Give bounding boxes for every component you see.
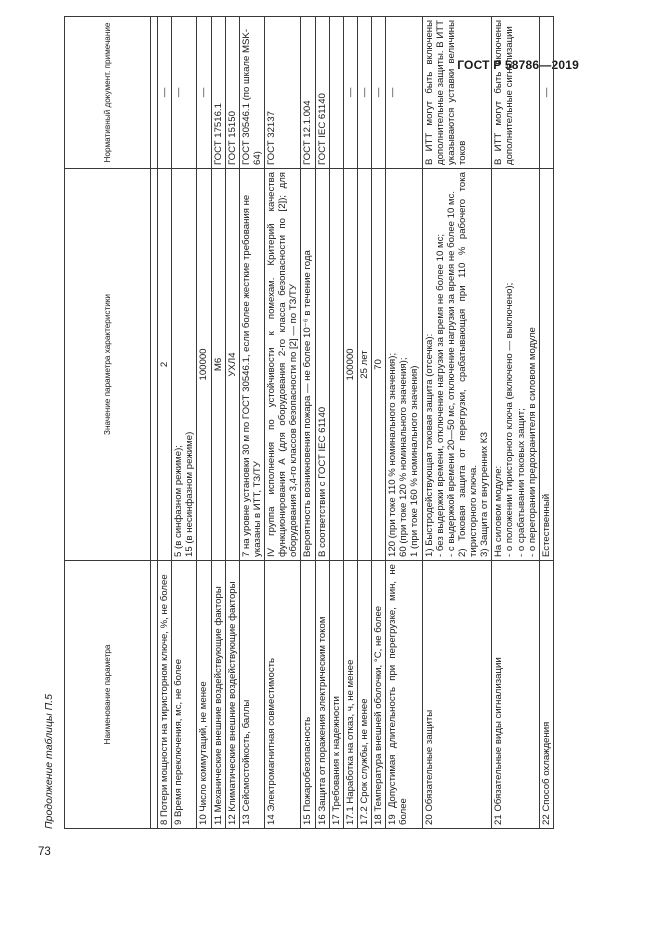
row-value-line: 3) Защита от внутренних КЗ	[479, 432, 491, 557]
row-value	[422, 169, 492, 561]
table-row	[329, 17, 343, 829]
row-value-line: - без выдержки времени, отключение нагрузки за время не более 10 мс;	[434, 233, 446, 557]
row-name: 16 Защита от поражения электрическим током	[315, 561, 329, 829]
row-name: 8 Потери мощности на тиристорном ключе, %, не более	[158, 561, 172, 829]
row-norm: —	[357, 17, 371, 169]
row-norm: —	[197, 17, 211, 169]
row-value: В соответствии с ГОСТ IEC 61140	[315, 169, 329, 561]
row-norm: ГОСТ 32137	[265, 17, 301, 169]
row-value-line: 1) Быстродействующая токовая защита (отсечка):	[423, 333, 435, 557]
table-spacer-row	[151, 17, 158, 829]
row-name: 21 Обязательные виды сигнализации	[492, 561, 540, 829]
row-value: УХЛ4	[225, 169, 239, 561]
row-value: Естественный	[539, 169, 553, 561]
page-number: 73	[38, 846, 51, 858]
rotated-page-content	[43, 17, 563, 829]
row-value	[492, 169, 540, 561]
row-name: 17.1 Наработка на отказ, ч, не менее	[343, 561, 357, 829]
row-norm: —	[172, 17, 197, 169]
row-name: 19 Допустимая длительность при перегрузке, мин, не более	[386, 561, 422, 829]
document-code: ГОСТ Р 58786—2019	[457, 58, 579, 72]
row-name: 14 Электромагнитная совместимость	[265, 561, 301, 829]
row-value-line: - с выдержкой времени 20—50 мс, отключение нагрузки за время не более 10 мс.	[445, 190, 457, 557]
row-name: 12 Климатические внешние воздействующие факторы	[225, 561, 239, 829]
table-row	[357, 17, 371, 829]
row-norm: ГОСТ 12.1.004	[301, 17, 315, 169]
row-value-line: - о положении тиристорного ключа (включено — выключено);	[504, 282, 516, 557]
table-row	[225, 17, 239, 829]
row-value-line: 5 (в синфазном режиме);	[173, 445, 185, 557]
row-norm: —	[343, 17, 357, 169]
row-norm: ГОСТ 15150	[225, 17, 239, 169]
row-name: 20 Обязательные защиты	[422, 561, 492, 829]
row-value-line: 2) Токовая защита от перегрузки, срабатывающая при 110 % рабочего тока тиристорного ключа.	[456, 172, 479, 557]
row-value	[329, 169, 343, 561]
table-row	[158, 17, 172, 829]
row-value: 7 на уровне установки 30 м по ГОСТ 30546.1, если более жесткие требования не указаны в ИТТ, ТЗ/ТУ	[239, 169, 264, 561]
column-header-value: Значение параметра характеристики	[65, 169, 151, 561]
row-name: 11 Механические внешние воздействующие факторы	[211, 561, 225, 829]
table-header-row	[65, 17, 151, 829]
row-value-line: На силовом модуле:	[493, 465, 505, 557]
row-norm: В ИТТ могут быть включены дополнительные сигнализации	[492, 17, 540, 169]
row-norm: В ИТТ могут быть включены дополнительные защиты. В ИТТ указываются уставки величины токов	[422, 17, 492, 169]
row-norm: ГОСТ IEC 61140	[315, 17, 329, 169]
row-norm: ГОСТ 17516.1	[211, 17, 225, 169]
row-value: 2	[158, 169, 172, 561]
table-row	[372, 17, 386, 829]
table-row	[422, 17, 492, 829]
row-name: 18 Температура внешней оболочки, °С, не более	[372, 561, 386, 829]
row-value: 100000	[197, 169, 211, 561]
row-value-line: - о срабатывании токовых защит;	[515, 408, 527, 557]
row-value: 25 лет	[357, 169, 371, 561]
row-value: 100000	[343, 169, 357, 561]
column-header-name: Наименование параметра	[65, 561, 151, 829]
table-row	[211, 17, 225, 829]
row-value-line: 1 (при токе 160 % номинального значения)	[409, 365, 421, 557]
row-value: IV группа исполнения по устойчивости к помехам. Критерий качества функционирования А (для оборудования 2-го класса безопасности по [2]); для оборудования 3,4-го классов безопасности по [2] — по ТЗ/ТУ	[265, 169, 301, 561]
row-name: 13 Сейсмостойкость, баллы	[239, 561, 264, 829]
row-norm	[329, 17, 343, 169]
row-norm: ГОСТ 30546.1 (по шкале MSK-64)	[239, 17, 264, 169]
row-value: Вероятность возникновения пожара — не более 10⁻⁶ в течение года	[301, 169, 315, 561]
row-value	[172, 169, 197, 561]
table-continuation-caption: Продолжение таблицы П.5	[43, 694, 55, 829]
table-row	[239, 17, 264, 829]
row-value-line: 120 (при токе 110 % номинального значения);	[387, 352, 399, 557]
row-name: 15 Пожаробезопасность	[301, 561, 315, 829]
row-name: 10 Число коммутаций, не менее	[197, 561, 211, 829]
table-row	[386, 17, 422, 829]
parameters-table	[64, 16, 554, 829]
table-row	[315, 17, 329, 829]
table-row	[343, 17, 357, 829]
row-norm: —	[539, 17, 553, 169]
row-name: 17.2 Срок службы, не менее	[357, 561, 371, 829]
row-name: 17 Требования к надежности	[329, 561, 343, 829]
table-row	[172, 17, 197, 829]
column-header-norm: Нормативный документ. примечание	[65, 17, 151, 169]
row-name: 22 Способ охлаждения	[539, 561, 553, 829]
table-row	[265, 17, 301, 829]
row-norm: —	[386, 17, 422, 169]
row-name: 9 Время переключения, мс, не более	[172, 561, 197, 829]
table-row	[301, 17, 315, 829]
row-value-line: 15 (в несинфазном режиме)	[184, 431, 196, 557]
table-row	[197, 17, 211, 829]
row-value: 70	[372, 169, 386, 561]
row-norm: —	[372, 17, 386, 169]
table-row	[539, 17, 553, 829]
row-value	[386, 169, 422, 561]
table-row	[492, 17, 540, 829]
row-value: М6	[211, 169, 225, 561]
row-value-line: - о перегорании предохранителя в силовом модуле	[526, 327, 538, 557]
row-value-line: 60 (при токе 120 % номинального значения);	[398, 357, 410, 557]
row-norm: —	[158, 17, 172, 169]
